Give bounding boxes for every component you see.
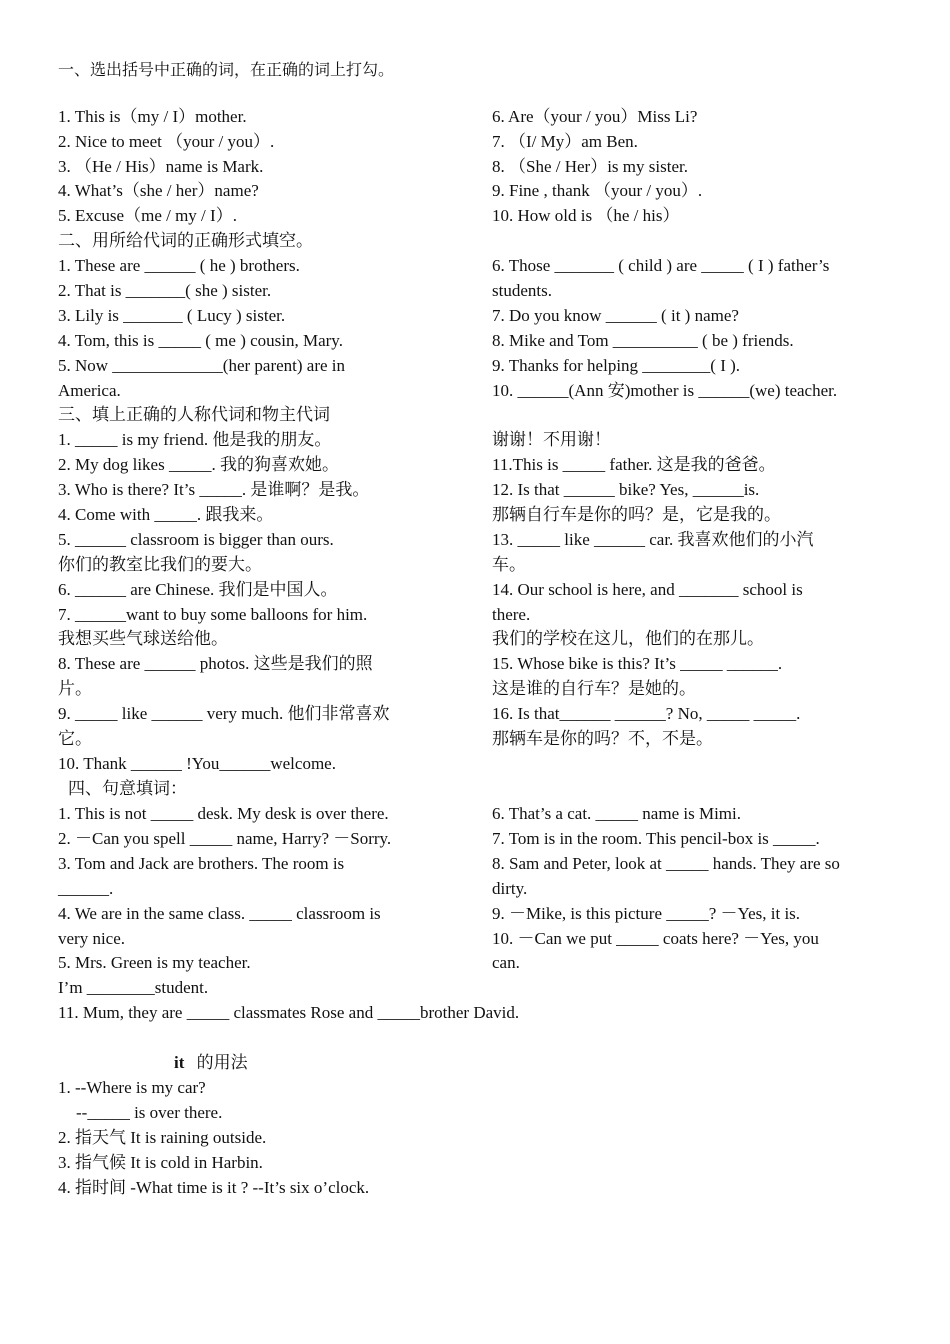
s3-right-item: 12. Is that ______ bike? Yes, ______is. bbox=[492, 480, 760, 499]
s2-right-item: 6. Those _______ ( child ) are _____ ( I ) father’s bbox=[492, 256, 830, 275]
s2-right-item: 8. Mike and Tom __________ ( be ) friends. bbox=[492, 331, 794, 350]
s3-right-item: 那辆自行车是你的吗？是，它是我的。 bbox=[492, 505, 781, 524]
s4-full-item: 11. Mum, they are _____ classmates Rose and _____brother David. bbox=[58, 1003, 520, 1022]
it-usage-item: 2. 指天气 It is raining outside. bbox=[58, 1128, 267, 1147]
s3-right-item: 谢谢！不用谢！ bbox=[492, 430, 611, 449]
s4-right-item: dirty. bbox=[492, 879, 528, 898]
section-2-title: 二、用所给代词的正确形式填空。 bbox=[58, 231, 313, 250]
s3-left-item: 它。 bbox=[58, 729, 92, 748]
s3-left-item: 我想买些气球送给他。 bbox=[58, 629, 228, 648]
s2-right-item: 10. ______(Ann 安)mother is ______(we) teacher. bbox=[492, 381, 838, 400]
s3-left-item: 片。 bbox=[58, 679, 92, 698]
it-usage-item: --_____ is over there. bbox=[76, 1103, 223, 1122]
s1-left-item: 2. Nice to meet （your / you）. bbox=[58, 132, 275, 151]
section-1-title: 一、选出括号中正确的词，在正确的词上打勾。 bbox=[58, 62, 395, 79]
s2-left-item: 4. Tom, this is _____ ( me ) cousin, Mary. bbox=[58, 331, 343, 350]
s3-left-item: 6. ______ are Chinese. 我们是中国人。 bbox=[58, 580, 338, 599]
it-usage-title bbox=[174, 1051, 248, 1075]
s3-left-item: 2. My dog likes _____. 我的狗喜欢她。 bbox=[58, 455, 339, 474]
it-usage-title-word: it bbox=[174, 1053, 185, 1072]
s1-right-item: 10. How old is （he / his） bbox=[492, 206, 680, 225]
s3-right-item: 16. Is that______ ______? No, _____ _____. bbox=[492, 704, 801, 723]
s2-left-item: 3. Lily is _______ ( Lucy ) sister. bbox=[58, 306, 286, 325]
s1-right-item: 9. Fine , thank （your / you）. bbox=[492, 181, 703, 200]
s4-right-item: 6. That’s a cat. _____ name is Mimi. bbox=[492, 804, 741, 823]
s4-right-item: can. bbox=[492, 953, 520, 972]
s2-right-item: students. bbox=[492, 281, 552, 300]
s4-left-item: 5. Mrs. Green is my teacher. bbox=[58, 953, 251, 972]
s4-right-item: 9. －Mike, is this picture _____? －Yes, it is. bbox=[492, 904, 801, 923]
s4-left-item: 2. －Can you spell _____ name, Harry? －Sorry. bbox=[58, 829, 392, 848]
s3-right-item: 那辆车是你的吗？不，不是。 bbox=[492, 729, 713, 748]
s1-left-item: 4. What’s（she / her）name? bbox=[58, 181, 259, 200]
s1-right-item: 8. （She / Her）is my sister. bbox=[492, 157, 688, 176]
s1-right-item: 7. （I/ My）am Ben. bbox=[492, 132, 638, 151]
s3-left-item: 1. _____ is my friend. 他是我的朋友。 bbox=[58, 430, 332, 449]
s3-right-item: 我们的学校在这儿，他们的在那儿。 bbox=[492, 629, 764, 648]
s3-left-item: 5. ______ classroom is bigger than ours. bbox=[58, 530, 334, 549]
s3-left-item: 7. ______want to buy some balloons for him. bbox=[58, 605, 368, 624]
s4-right-item: 8. Sam and Peter, look at _____ hands. They are so bbox=[492, 854, 840, 873]
s3-left-item: 8. These are ______ photos. 这些是我们的照 bbox=[58, 654, 373, 673]
s2-left-item: 5. Now _____________(her parent) are in bbox=[58, 356, 346, 375]
s1-left-item: 1. This is（my / I）mother. bbox=[58, 107, 247, 126]
section-4-title: 四、句意填词： bbox=[68, 779, 187, 798]
it-usage-item: 3. 指气候 It is cold in Harbin. bbox=[58, 1153, 263, 1172]
s3-left-item: 你们的教室比我们的要大。 bbox=[58, 555, 262, 574]
s4-left-item: ______. bbox=[58, 879, 114, 898]
s3-right-item: 11.This is _____ father. 这是我的爸爸。 bbox=[492, 455, 776, 474]
s3-right-item: there. bbox=[492, 605, 531, 624]
s3-left-item: 9. _____ like ______ very much. 他们非常喜欢 bbox=[58, 704, 390, 723]
s2-left-item: America. bbox=[58, 381, 121, 400]
s4-left-item: 4. We are in the same class. _____ classroom is bbox=[58, 904, 381, 923]
s4-left-item: 1. This is not _____ desk. My desk is over there. bbox=[58, 804, 389, 823]
s3-right-item: 14. Our school is here, and _______ school is bbox=[492, 580, 803, 599]
s4-right-item: 7. Tom is in the room. This pencil-box is _____. bbox=[492, 829, 820, 848]
s1-left-item: 5. Excuse（me / my / I）. bbox=[58, 206, 237, 225]
s2-right-item: 9. Thanks for helping ________( I ). bbox=[492, 356, 741, 375]
s1-right-item: 6. Are（your / you）Miss Li? bbox=[492, 107, 698, 126]
it-usage-title-text: 的用法 bbox=[196, 1053, 248, 1072]
s3-left-item: 4. Come with _____. 跟我来。 bbox=[58, 505, 274, 524]
s4-left-item: very nice. bbox=[58, 929, 126, 948]
s3-right-item: 这是谁的自行车？是她的。 bbox=[492, 679, 696, 698]
s2-left-item: 1. These are ______ ( he ) brothers. bbox=[58, 256, 300, 275]
s4-right-item: 10. －Can we put _____ coats here? －Yes, you bbox=[492, 929, 819, 948]
s1-left-item: 3. （He / His）name is Mark. bbox=[58, 157, 264, 176]
s4-left-item: 3. Tom and Jack are brothers. The room is bbox=[58, 854, 345, 873]
it-usage-item: 4. 指时间 -What time is it ? --It’s six o’clock. bbox=[58, 1178, 370, 1197]
section-3-title: 三、填上正确的人称代词和物主代词 bbox=[58, 405, 330, 424]
s3-right-item: 车。 bbox=[492, 555, 526, 574]
s3-right-item: 15. Whose bike is this? It’s _____ ______. bbox=[492, 654, 783, 673]
s3-left-item: 10. Thank ______ !You______welcome. bbox=[58, 754, 336, 773]
s2-right-item: 7. Do you know ______ ( it ) name? bbox=[492, 306, 739, 325]
s3-right-item: 13. _____ like ______ car. 我喜欢他们的小汽 bbox=[492, 530, 814, 549]
s2-left-item: 2. That is _______( she ) sister. bbox=[58, 281, 272, 300]
s3-left-item: 3. Who is there? It’s _____. 是谁啊？是我。 bbox=[58, 480, 370, 499]
s4-left-item: I’m ________student. bbox=[58, 978, 209, 997]
it-usage-item: 1. --Where is my car? bbox=[58, 1078, 206, 1097]
